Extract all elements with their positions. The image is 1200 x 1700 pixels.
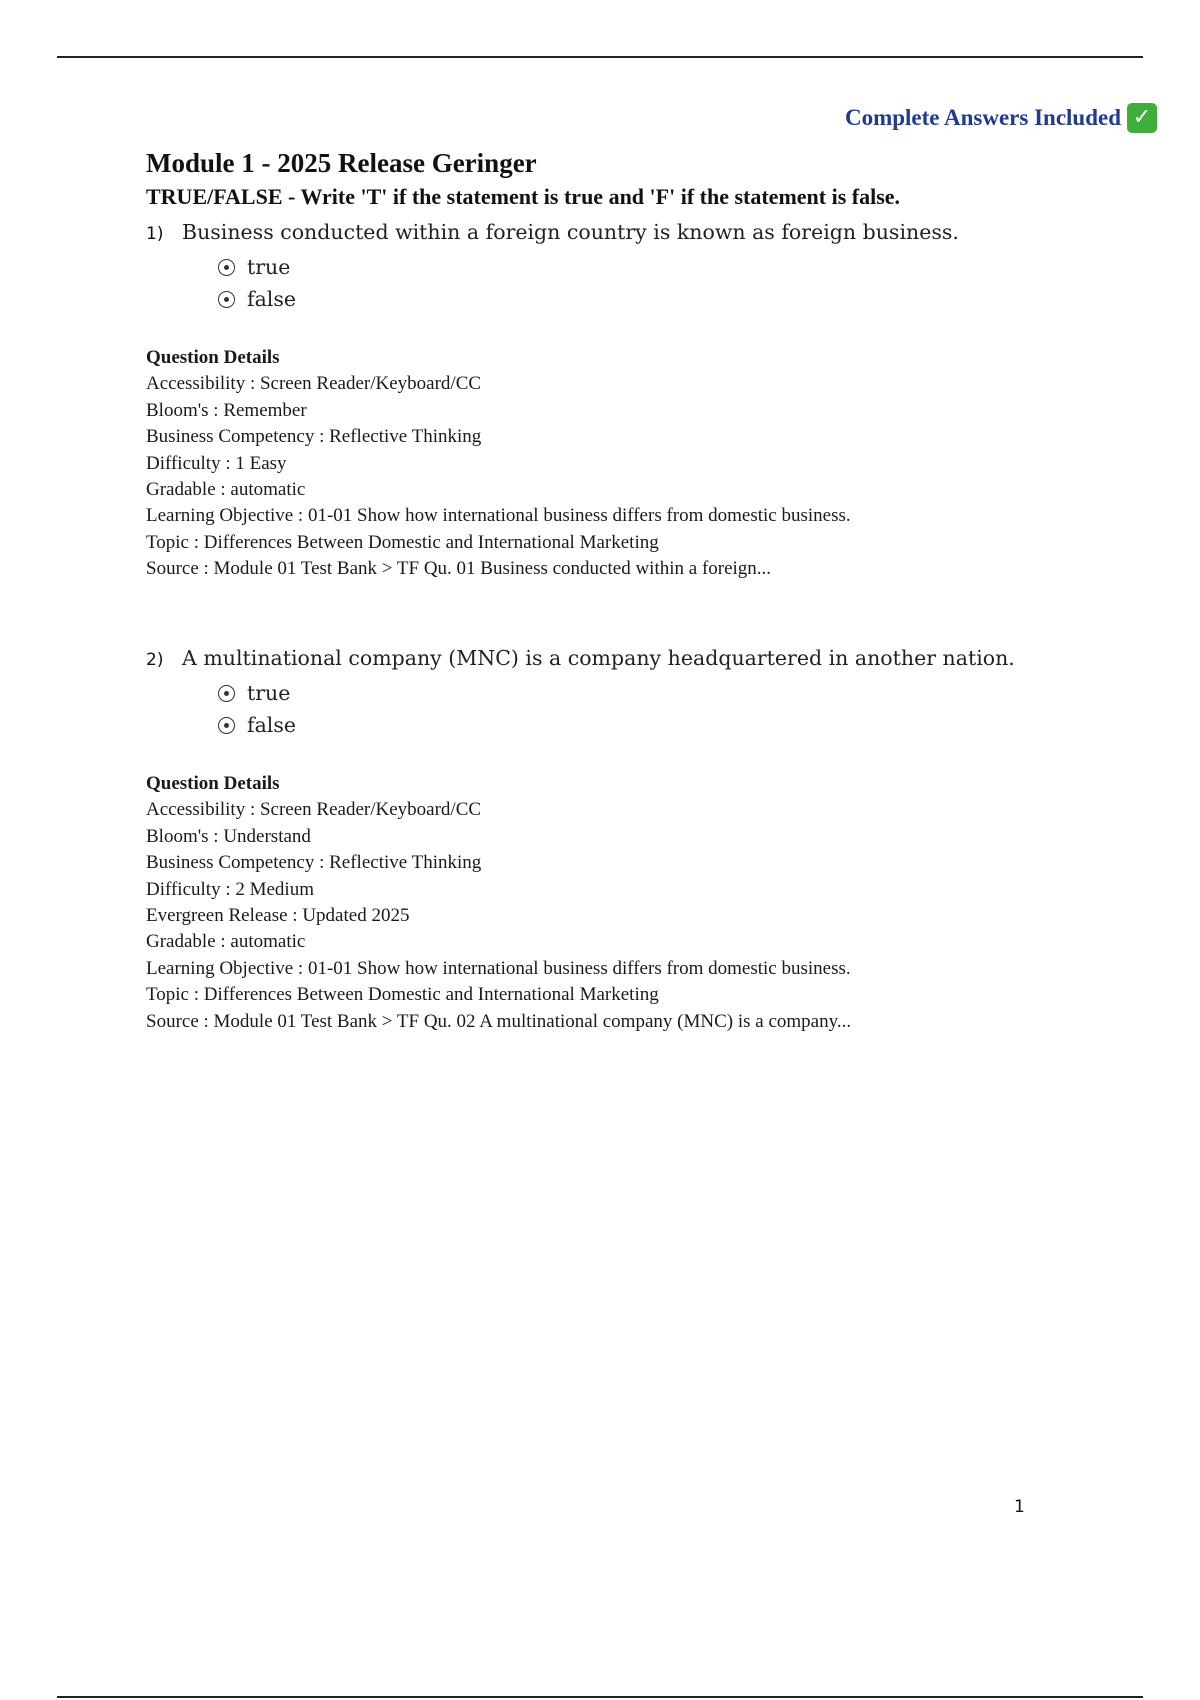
detail-line: Difficulty : 1 Easy xyxy=(146,452,287,474)
detail-line: Bloom's : Understand xyxy=(146,825,311,847)
radio-icon[interactable] xyxy=(218,259,235,276)
top-rule xyxy=(57,56,1143,58)
option-false[interactable] xyxy=(218,709,1015,741)
detail-line: Accessibility : Screen Reader/Keyboard/CC xyxy=(146,373,482,395)
detail-line: Source : Module 01 Test Bank > TF Qu. 02 A multinational company (MNC) is a company... xyxy=(146,1010,852,1032)
check-mark-icon: ✓ xyxy=(1127,103,1157,133)
detail-line: Business Competency : Reflective Thinking xyxy=(146,426,482,448)
option-true[interactable] xyxy=(218,677,1015,709)
question-text: A multinational company (MNC) is a company headquartered in another nation. xyxy=(182,646,1015,670)
detail-line: Gradable : automatic xyxy=(146,479,306,501)
question-details xyxy=(146,345,959,583)
detail-line: Learning Objective : 01-01 Show how international business differs from domestic business. xyxy=(146,505,851,527)
detail-line: Evergreen Release : Updated 2025 xyxy=(146,905,410,927)
radio-icon[interactable] xyxy=(218,685,235,702)
detail-line: Accessibility : Screen Reader/Keyboard/CC xyxy=(146,799,482,821)
detail-line: Business Competency : Reflective Thinking xyxy=(146,852,482,874)
page-number: 1 xyxy=(1014,1497,1025,1517)
question-number: 1) xyxy=(146,224,164,244)
complete-answers-badge xyxy=(845,103,1157,133)
details-heading: Question Details xyxy=(146,347,280,368)
question-1 xyxy=(146,217,959,583)
option-label: false xyxy=(247,287,297,311)
question-stem xyxy=(146,217,959,249)
question-stem xyxy=(146,643,1015,675)
question-text: Business conducted within a foreign country is known as foreign business. xyxy=(182,220,959,244)
question-number: 2) xyxy=(146,650,164,670)
badge-text: Complete Answers Included xyxy=(844,105,1121,130)
detail-line: Topic : Differences Between Domestic and International Marketing xyxy=(146,984,659,1006)
answer-options xyxy=(218,677,1015,741)
detail-line: Bloom's : Remember xyxy=(146,399,307,421)
bottom-rule xyxy=(57,1696,1143,1698)
option-label: true xyxy=(247,681,291,705)
detail-line: Learning Objective : 01-01 Show how international business differs from domestic business. xyxy=(146,957,851,979)
detail-line: Topic : Differences Between Domestic and International Marketing xyxy=(146,531,659,553)
question-details xyxy=(146,771,1015,1035)
detail-line: Source : Module 01 Test Bank > TF Qu. 01 Business conducted within a foreign... xyxy=(146,558,772,580)
detail-line: Difficulty : 2 Medium xyxy=(146,878,314,900)
radio-icon[interactable] xyxy=(218,717,235,734)
instructions: TRUE/FALSE - Write 'T' if the statement is true and 'F' if the statement is false. xyxy=(146,184,901,209)
answer-options xyxy=(218,251,959,315)
option-true[interactable] xyxy=(218,251,959,283)
detail-line: Gradable : automatic xyxy=(146,931,306,953)
option-label: false xyxy=(247,713,297,737)
document-title: Module 1 - 2025 Release Geringer xyxy=(146,148,537,178)
option-false[interactable] xyxy=(218,283,959,315)
document-content xyxy=(146,146,1106,1032)
option-label: true xyxy=(247,255,291,279)
details-heading: Question Details xyxy=(146,773,280,794)
radio-icon[interactable] xyxy=(218,291,235,308)
question-2 xyxy=(146,643,1015,1035)
